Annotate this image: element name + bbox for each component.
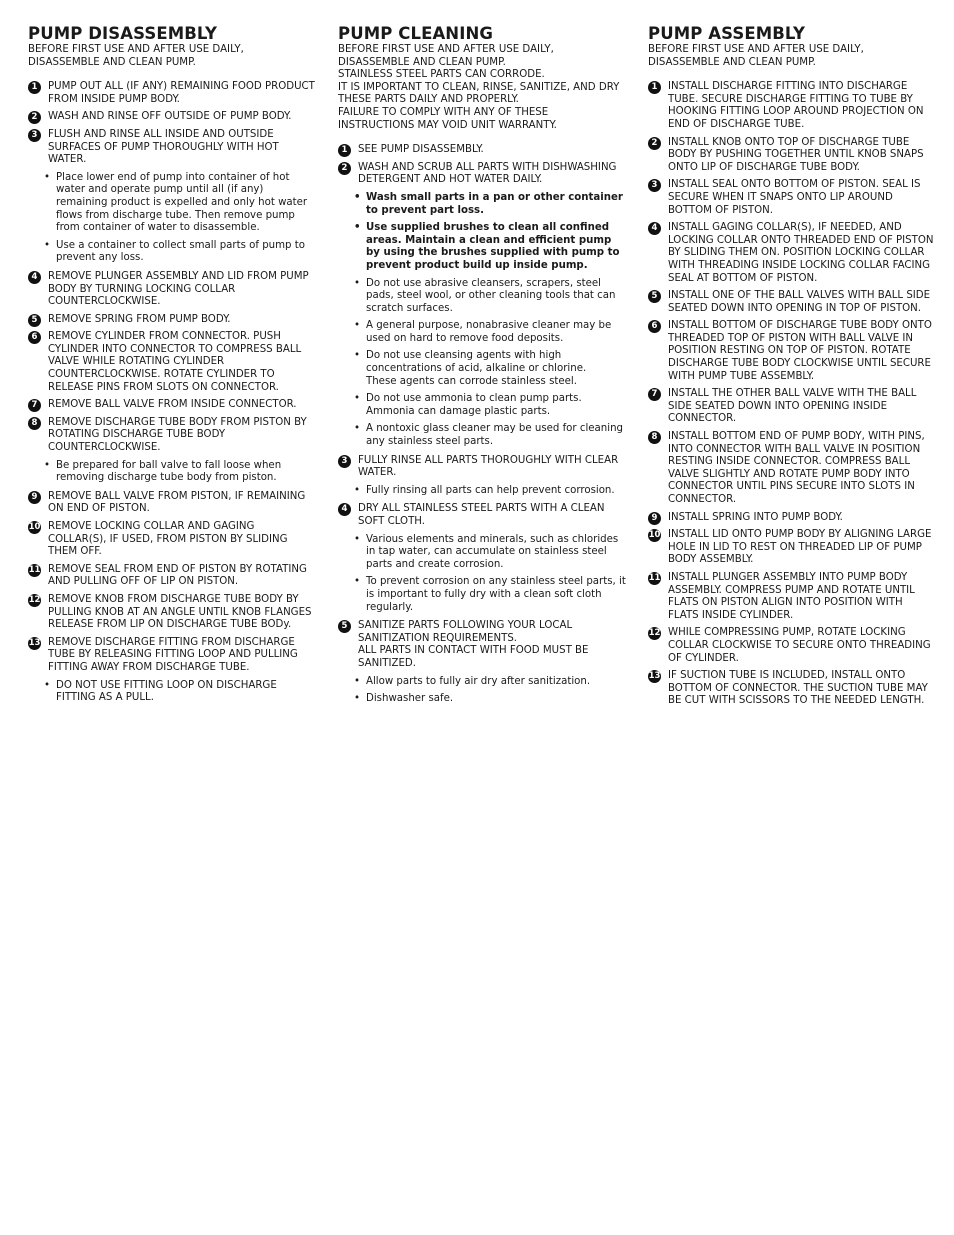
step-text: INSTALL SPRING INTO PUMP BODY.: [668, 511, 843, 523]
step-number-badge: 4: [648, 222, 661, 235]
step-number-badge: 1: [648, 81, 661, 94]
step-text: REMOVE LOCKING COLLAR AND GAGING COLLAR(S), IF USED, FROM PISTON BY SLIDING THEM OFF.: [48, 521, 288, 558]
step-text: WASH AND SCRUB ALL PARTS WITH DISHWASHING DETERGENT AND HOT WATER DAILY.: [358, 161, 617, 186]
step-text: INSTALL ONE OF THE BALL VALVES WITH BALL SIDE SEATED DOWN INTO OPENING IN TOP OF PISTON.: [668, 290, 931, 314]
step-number-badge: 3: [648, 179, 661, 192]
step-number-badge: 6: [648, 320, 661, 333]
step-text: INSTALL DISCHARGE FITTING INTO DISCHARGE TUBE. SECURE DISCHARGE FITTING TO TUBE BY HOOKING FITTING LOOP AROUND PROJECTION ON END OF DISCHARGE TUBE.: [668, 81, 924, 130]
step-notes: [28, 172, 316, 265]
step-text: REMOVE CYLINDER FROM CONNECTOR. PUSH CYLINDER INTO CONNECTOR TO COMPRESS BALL VALVE WHILE ROTATING CYLINDER COUNTERCLOCKWISE. ROTATE CYLINDER TO RELEASE PINS FROM SLOTS ON CONNECTOR.: [48, 331, 302, 393]
step-text: REMOVE BALL VALVE FROM PISTON, IF REMAINING ON END OF PISTON.: [48, 490, 306, 515]
step-number-badge: 3: [338, 455, 351, 468]
step-text: FLUSH AND RINSE ALL INSIDE AND OUTSIDE SURFACES OF PUMP THOROUGHLY WITH HOT WATER.: [48, 128, 279, 166]
step-text: REMOVE PLUNGER ASSEMBLY AND LID FROM PUMP BODY BY TURNING LOCKING COLLAR COUNTERCLOCKWISE.: [48, 270, 309, 308]
step-item: [648, 81, 936, 131]
step-note: • Wash small parts in a pan or other container to prevent part loss.: [338, 192, 626, 217]
step-note: • Use supplied brushes to clean all confined areas. Maintain a clean and efficient pump by using the brushes supplied with pump to prevent product build up inside pump.: [338, 222, 626, 272]
step-text: DRY ALL STAINLESS STEEL PARTS WITH A CLEAN SOFT CLOTH.: [358, 503, 605, 527]
step-number-badge: 1: [338, 144, 351, 157]
column-pump-assembly: [648, 24, 936, 1235]
step-item: [648, 572, 936, 622]
step-item: [28, 521, 316, 559]
step-item: [28, 594, 316, 632]
step-text: REMOVE DISCHARGE FITTING FROM DISCHARGE TUBE BY RELEASING FITTING LOOP AND PULLING FITTING AWAY FROM DISCHARGE TUBE.: [48, 636, 298, 673]
step-number-badge: 10: [648, 530, 661, 541]
step-item: [28, 314, 316, 327]
step-number-badge: 2: [338, 162, 351, 175]
step-note: • Various elements and minerals, such as chlorides in tap water, can accumulate on stainless steel parts and create corrosion.: [338, 534, 626, 572]
step-item: [648, 431, 936, 507]
step-number-badge: 8: [28, 417, 41, 430]
step-item: [648, 529, 936, 567]
step-text: WASH AND RINSE OFF OUTSIDE OF PUMP BODY.: [48, 111, 292, 123]
step-text: IF SUCTION TUBE IS INCLUDED, INSTALL ONTO BOTTOM OF CONNECTOR. THE SUCTION TUBE MAY BE CUT WITH SCISSORS TO THE NEEDED LENGTH.: [668, 670, 928, 707]
step-number-badge: 12: [28, 594, 41, 605]
step-notes: [28, 460, 316, 485]
step-item: [28, 111, 316, 124]
step-number-badge: 13: [648, 671, 661, 682]
step-note: • To prevent corrosion on any stainless steel parts, it is important to fully dry with a clean soft cloth regularly.: [338, 576, 626, 614]
step-text: INSTALL LID ONTO PUMP BODY BY ALIGNING LARGE HOLE IN LID TO REST ON THREADED LIP OF PUMP BODY ASSEMBLY.: [668, 529, 932, 566]
step-text: REMOVE DISCHARGE TUBE BODY FROM PISTON BY ROTATING DISCHARGE TUBE BODY COUNTERCLOCKWISE.: [48, 416, 307, 454]
step-item: [648, 388, 936, 426]
step-item: [648, 320, 936, 383]
step-number-badge: 5: [28, 314, 41, 327]
step-item: [338, 162, 626, 187]
step-number-badge: 2: [28, 111, 41, 124]
step-item: [28, 417, 316, 455]
step-text: INSTALL BOTTOM END OF PUMP BODY, WITH PINS, INTO CONNECTOR WITH BALL VALVE IN POSITION RESTING INSIDE CONNECTOR. COMPRESS BALL VALVE SLIGHTLY AND ROTATE PUMP BODY INTO CONNECTOR UNTIL PINS SECURE INTO SLOTS IN CONNECTOR.: [668, 431, 925, 505]
step-note: • Allow parts to fully air dry after sanitization.: [338, 676, 626, 689]
step-text: REMOVE SPRING FROM PUMP BODY.: [48, 313, 231, 325]
step-note: • Do not use ammonia to clean pump parts. Ammonia can damage plastic parts.: [338, 393, 626, 418]
step-number-badge: 7: [648, 388, 661, 401]
step-number-badge: 12: [648, 628, 661, 639]
step-note: • Do not use cleansing agents with high concentrations of acid, alkaline or chlorine. These agents can corrode stainless steel.: [338, 350, 626, 388]
step-number-badge: 11: [648, 572, 661, 583]
step-notes: [338, 676, 626, 706]
step-text: INSTALL SEAL ONTO BOTTOM OF PISTON. SEAL IS SECURE WHEN IT SNAPS ONTO LIP AROUND BOTTOM OF PISTON.: [668, 179, 921, 216]
step-text: INSTALL GAGING COLLAR(S), IF NEEDED, AND LOCKING COLLAR ONTO THREADED END OF PISTON BY SLIDING THEM ON. POSITION LOCKING COLLAR WITH THREADING INSIDE LOCKING COLLAR FACING SEAL AT BOTTOM OF PISTON.: [668, 222, 934, 284]
step-text: INSTALL BOTTOM OF DISCHARGE TUBE BODY ONTO THREADED TOP OF PISTON WITH BALL VALVE IN POSITION RESTING ON TOP OF PISTON. ROTATE DISCHARGE TUBE BODY CLOCKWISE UNTIL SECURE WITH PUMP TUBE ASSEMBLY.: [668, 320, 932, 382]
step-item: [338, 503, 626, 528]
step-text: INSTALL KNOB ONTO TOP OF DISCHARGE TUBE BODY BY PUSHING TOGETHER UNTIL KNOB SNAPS ONTO LIP OF DISCHARGE TUBE BODY.: [668, 136, 924, 173]
step-item: [28, 331, 316, 394]
section-title: PUMP CLEANING: [338, 24, 494, 43]
step-item: [648, 627, 936, 665]
step-text: INSTALL THE OTHER BALL VALVE WITH THE BALL SIDE SEATED DOWN INTO OPENING INSIDE CONNECTOR.: [668, 388, 917, 425]
section-intro: BEFORE FIRST USE AND AFTER USE DAILY, DISASSEMBLE AND CLEAN PUMP.: [648, 44, 864, 68]
step-note: • DO NOT USE FITTING LOOP ON DISCHARGE FITTING AS A PULL.: [28, 680, 316, 705]
step-note: • Use a container to collect small parts of pump to prevent any loss.: [28, 240, 316, 265]
step-item: [28, 491, 316, 516]
step-number-badge: 10: [28, 522, 41, 532]
column-pump-cleaning: [338, 24, 626, 1235]
step-item: [28, 399, 316, 412]
step-note: • Dishwasher safe.: [338, 693, 626, 706]
step-text: PUMP OUT ALL (IF ANY) REMAINING FOOD PRODUCT FROM INSIDE PUMP BODY.: [48, 81, 315, 105]
step-item: [338, 620, 626, 670]
step-notes: [338, 192, 626, 449]
step-note: • Place lower end of pump into container of hot water and operate pump until all (if any) remaining product is expelled and only hot water flows from discharge tube. Then remove pump from container of water to disassemble.: [28, 172, 316, 235]
step-text: FULLY RINSE ALL PARTS THOROUGHLY WITH CLEAR WATER.: [358, 454, 619, 479]
step-item: [28, 129, 316, 167]
step-item: [648, 512, 936, 525]
step-number-badge: 4: [338, 503, 351, 516]
step-item: [28, 81, 316, 106]
step-item: [648, 137, 936, 175]
step-note: • A general purpose, nonabrasive cleaner may be used on hard to remove food deposits.: [338, 320, 626, 345]
step-text: INSTALL PLUNGER ASSEMBLY INTO PUMP BODY ASSEMBLY. COMPRESS PUMP AND ROTATE UNTIL FLATS ON PISTON ALIGN INTO POSITION WITH FLATS INSIDE CYLINDER.: [668, 571, 915, 621]
step-notes: [338, 534, 626, 615]
step-number-badge: 9: [648, 512, 661, 525]
step-number-badge: 1: [28, 81, 41, 94]
step-number-badge: 6: [28, 331, 41, 344]
step-number-badge: 5: [648, 290, 661, 303]
step-note: • Be prepared for ball valve to fall loose when removing discharge tube body from piston.: [28, 460, 316, 485]
step-number-badge: 8: [648, 431, 661, 444]
step-item: [338, 455, 626, 480]
step-number-badge: 13: [28, 637, 41, 648]
step-text: SEE PUMP DISASSEMBLY.: [358, 144, 484, 156]
step-number-badge: 3: [28, 129, 41, 142]
step-note: • A nontoxic glass cleaner may be used for cleaning any stainless steel parts.: [338, 423, 626, 448]
step-text: WHILE COMPRESSING PUMP, ROTATE LOCKING COLLAR CLOCKWISE TO SECURE ONTO THREADING OF CYLINDER.: [668, 627, 931, 664]
step-number-badge: 4: [28, 271, 41, 284]
step-item: [648, 670, 936, 708]
step-item: [338, 144, 626, 157]
step-note: • Fully rinsing all parts can help prevent corrosion.: [338, 485, 626, 498]
column-pump-disassembly: [28, 24, 316, 1235]
step-text: REMOVE KNOB FROM DISCHARGE TUBE BODY BY PULLING KNOB AT AN ANGLE UNTIL KNOB FLANGES RELEASE FROM LIP ON DISCHARGE TUBE BODy.: [48, 593, 312, 631]
step-item: [28, 564, 316, 589]
step-text: REMOVE SEAL FROM END OF PISTON BY ROTATING AND PULLING OFF OF LIP ON PISTON.: [48, 563, 307, 588]
step-item: [28, 637, 316, 675]
step-item: [648, 222, 936, 285]
section-title: PUMP DISASSEMBLY: [28, 24, 218, 43]
step-item: [648, 179, 936, 217]
step-notes: [338, 485, 626, 498]
section-intro: BEFORE FIRST USE AND AFTER USE DAILY, DISASSEMBLE AND CLEAN PUMP. STAINLESS STEEL PARTS CAN CORRODE. IT IS IMPORTANT TO CLEAN, RINSE, SANITIZE, AND DRY THESE PARTS DAILY AND PROPERLY. FAILURE TO COMPLY WITH ANY OF THESE INSTRUCTIONS MAY VOID UNIT WARRANTY.: [338, 44, 620, 131]
step-note: • Do not use abrasive cleansers, scrapers, steel pads, steel wool, or other cleaning tools that can scratch surfaces.: [338, 278, 626, 316]
step-number-badge: 11: [28, 564, 41, 575]
step-item: [648, 290, 936, 315]
step-notes: [28, 680, 316, 705]
step-number-badge: 7: [28, 399, 41, 412]
step-text: REMOVE BALL VALVE FROM INSIDE CONNECTOR.: [48, 399, 297, 411]
step-number-badge: 9: [28, 491, 41, 504]
step-item: [28, 271, 316, 309]
section-intro: BEFORE FIRST USE AND AFTER USE DAILY, DISASSEMBLE AND CLEAN PUMP.: [28, 44, 244, 68]
section-title: PUMP ASSEMBLY: [648, 24, 806, 43]
step-number-badge: 5: [338, 620, 351, 633]
step-text: SANITIZE PARTS FOLLOWING YOUR LOCAL SANITIZATION REQUIREMENTS. ALL PARTS IN CONTACT WITH FOOD MUST BE SANITIZED.: [358, 620, 589, 669]
step-number-badge: 2: [648, 137, 661, 150]
